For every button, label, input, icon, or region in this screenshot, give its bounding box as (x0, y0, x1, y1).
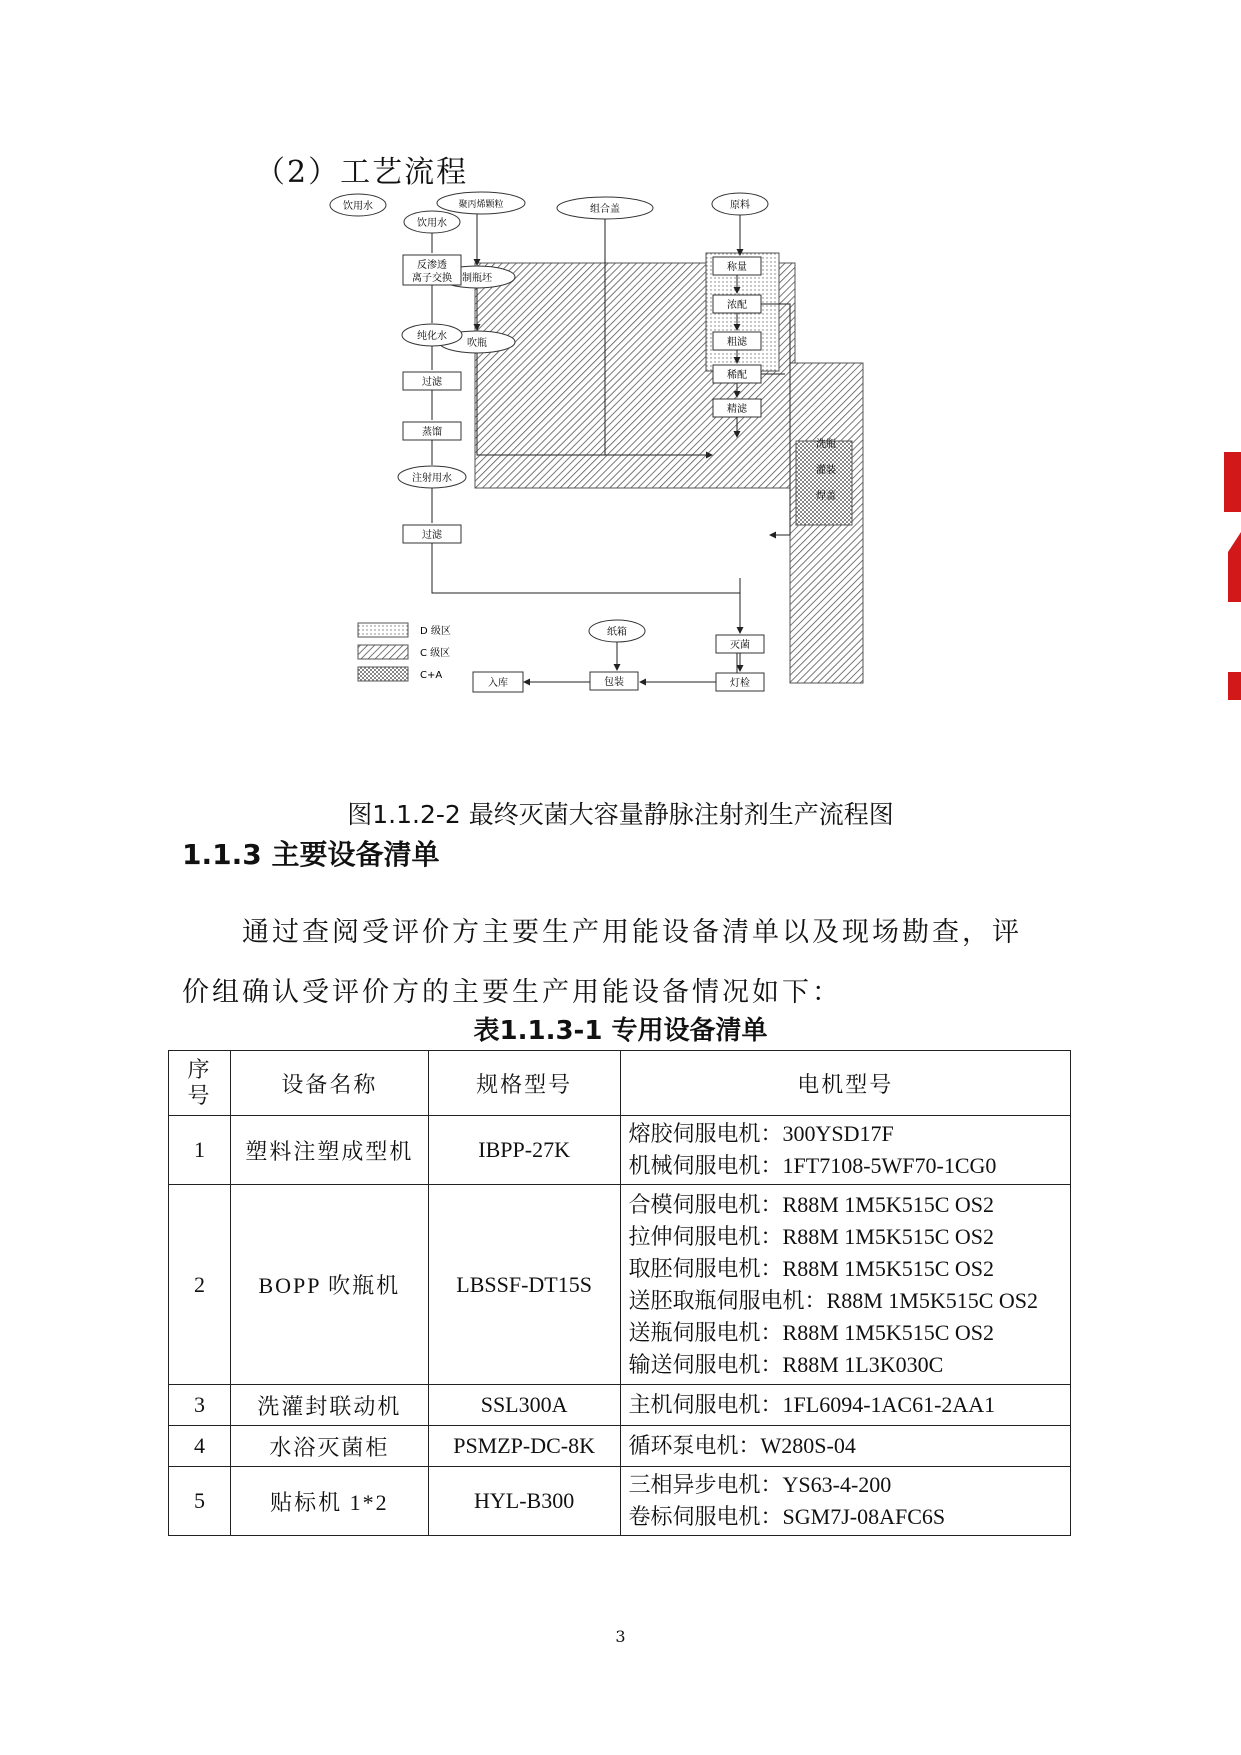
motor-line: 卷标伺服电机：SGM7J-08AFC6S (628, 1504, 946, 1529)
raw-material-label: 原料 (730, 200, 750, 211)
seal-part (1228, 532, 1241, 602)
motor-line: 送瓶伺服电机：R88M 1M5K515C OS2 (628, 1319, 994, 1345)
table-row (169, 1116, 1071, 1185)
cell-name: 贴标机 1*2 (230, 1467, 428, 1536)
cell-no: 1 (169, 1116, 231, 1185)
legend-ca-swatch (358, 667, 408, 681)
header-no: 序 号 (169, 1051, 231, 1116)
fine-filter-label: 精滤 (727, 404, 747, 415)
motor-line: 主机伺服电机：1FL6094-1AC61-2AA1 (628, 1392, 996, 1417)
section-title: 1.1.3 主要设备清单 (182, 838, 440, 871)
water-loop-line (430, 543, 750, 598)
page-number: 3 (615, 1627, 626, 1646)
table-row (169, 1185, 1071, 1385)
cell-name: 水浴灭菌柜 (230, 1426, 428, 1467)
paragraph-line-2: 价组确认受评价方的主要生产用能设备情况如下： (182, 977, 842, 1008)
header-name: 设备名称 (230, 1051, 428, 1116)
cell-model: SSL300A (428, 1385, 620, 1426)
legend-c-swatch (358, 645, 408, 659)
table-body (169, 1116, 1071, 1536)
drinking-water-text: 饮用水 (417, 218, 447, 229)
store-label: 入库 (488, 678, 508, 689)
dilute-label: 稀配 (727, 370, 747, 381)
cell-name: BOPP 吹瓶机 (230, 1185, 428, 1385)
section-heading: （2）工艺流程 (255, 155, 469, 190)
legend-ca-label: C+A (420, 670, 443, 681)
seal-part (1224, 452, 1241, 512)
header-motor: 电机型号 (620, 1051, 1070, 1116)
ro-label-1: 反渗透 (417, 260, 447, 271)
cell-model: LBSSF-DT15S (428, 1185, 620, 1385)
cell-model: HYL-B300 (428, 1467, 620, 1536)
resin-label: 聚丙烯颗粒 (458, 200, 504, 210)
table-row (169, 1426, 1071, 1467)
wfi-label: 注射用水 (412, 473, 452, 484)
cell-motors (620, 1426, 1070, 1467)
concentrate-label: 浓配 (727, 300, 747, 311)
cell-motors (620, 1467, 1070, 1536)
c-plus-a-zone (796, 441, 852, 525)
pack-label: 包装 (604, 677, 624, 688)
motor-line: 三相异步电机：YS63-4-200 (628, 1472, 892, 1497)
seal-part (1228, 672, 1241, 700)
blow-bottle-label: 吹瓶 (467, 338, 487, 349)
motor-line: 熔胶伺服电机：300YSD17F (628, 1121, 894, 1146)
table-row (169, 1385, 1071, 1426)
ro-label-2: 离子交换 (412, 273, 452, 284)
motor-line: 机械伺服电机：1FT7108-5WF70-1CG0 (628, 1153, 997, 1178)
table-row (169, 1467, 1071, 1536)
water-input (400, 210, 480, 240)
table-caption: 表1.1.3-1 专用设备清单 (473, 1016, 768, 1046)
cap-label: 组合盖 (590, 204, 620, 215)
equipment-table (168, 1050, 1071, 1536)
connector (432, 543, 740, 593)
legend-c-label: C 级区 (420, 648, 451, 659)
fill-label: 灌装 (816, 465, 836, 476)
carton-label: 纸箱 (607, 627, 627, 638)
cell-name: 塑料注塑成型机 (230, 1116, 428, 1185)
preform-label: 制瓶坯 (462, 273, 492, 284)
cell-model: PSMZP-DC-8K (428, 1426, 620, 1467)
filter-label-1: 过滤 (422, 377, 442, 388)
filter-label-2: 过滤 (422, 530, 442, 541)
inspect-label: 灯检 (730, 678, 750, 689)
red-seal-stamp (1222, 452, 1241, 702)
cell-no: 4 (169, 1426, 231, 1467)
cell-motors (620, 1185, 1070, 1385)
wash-label: 洗瓶 (816, 439, 836, 450)
coarse-filter-label: 粗滤 (727, 337, 747, 348)
motor-line: 取胚伺服电机：R88M 1M5K515C OS2 (628, 1255, 994, 1281)
motor-line: 循环泵电机：W280S-04 (628, 1433, 856, 1458)
header-model: 规格型号 (428, 1051, 620, 1116)
figure-caption: 图1.1.2-2 最终灭菌大容量静脉注射剂生产流程图 (347, 800, 894, 829)
paragraph-line-1: 通过查阅受评价方主要生产用能设备清单以及现场勘查，评 (242, 917, 1022, 948)
cell-model: IBPP-27K (428, 1116, 620, 1185)
water-treatment-chain (395, 215, 475, 565)
drinking-water-label: 饮用水 (343, 201, 373, 212)
legend-d-swatch (358, 623, 408, 637)
cell-motors (620, 1116, 1070, 1185)
table-header-row (169, 1051, 1071, 1116)
purified-water-label: 纯化水 (417, 331, 447, 342)
motor-line: 拉伸伺服电机：R88M 1M5K515C OS2 (628, 1223, 994, 1249)
motor-line: 输送伺服电机：R88M 1L3K030C (628, 1351, 944, 1377)
seal-label: 焊盖 (816, 491, 836, 502)
motor-line: 合模伺服电机：R88M 1M5K515C OS2 (628, 1191, 994, 1217)
weigh-label: 称量 (727, 262, 747, 273)
distill-label: 蒸馏 (422, 427, 442, 438)
cell-motors (620, 1385, 1070, 1426)
sterilize-label: 灭菌 (730, 640, 750, 651)
motor-line: 送胚取瓶伺服电机：R88M 1M5K515C OS2 (628, 1287, 1038, 1313)
legend-d-label: D 级区 (420, 626, 451, 637)
cell-no: 3 (169, 1385, 231, 1426)
cell-no: 2 (169, 1185, 231, 1385)
cell-no: 5 (169, 1467, 231, 1536)
cell-name: 洗灌封联动机 (230, 1385, 428, 1426)
